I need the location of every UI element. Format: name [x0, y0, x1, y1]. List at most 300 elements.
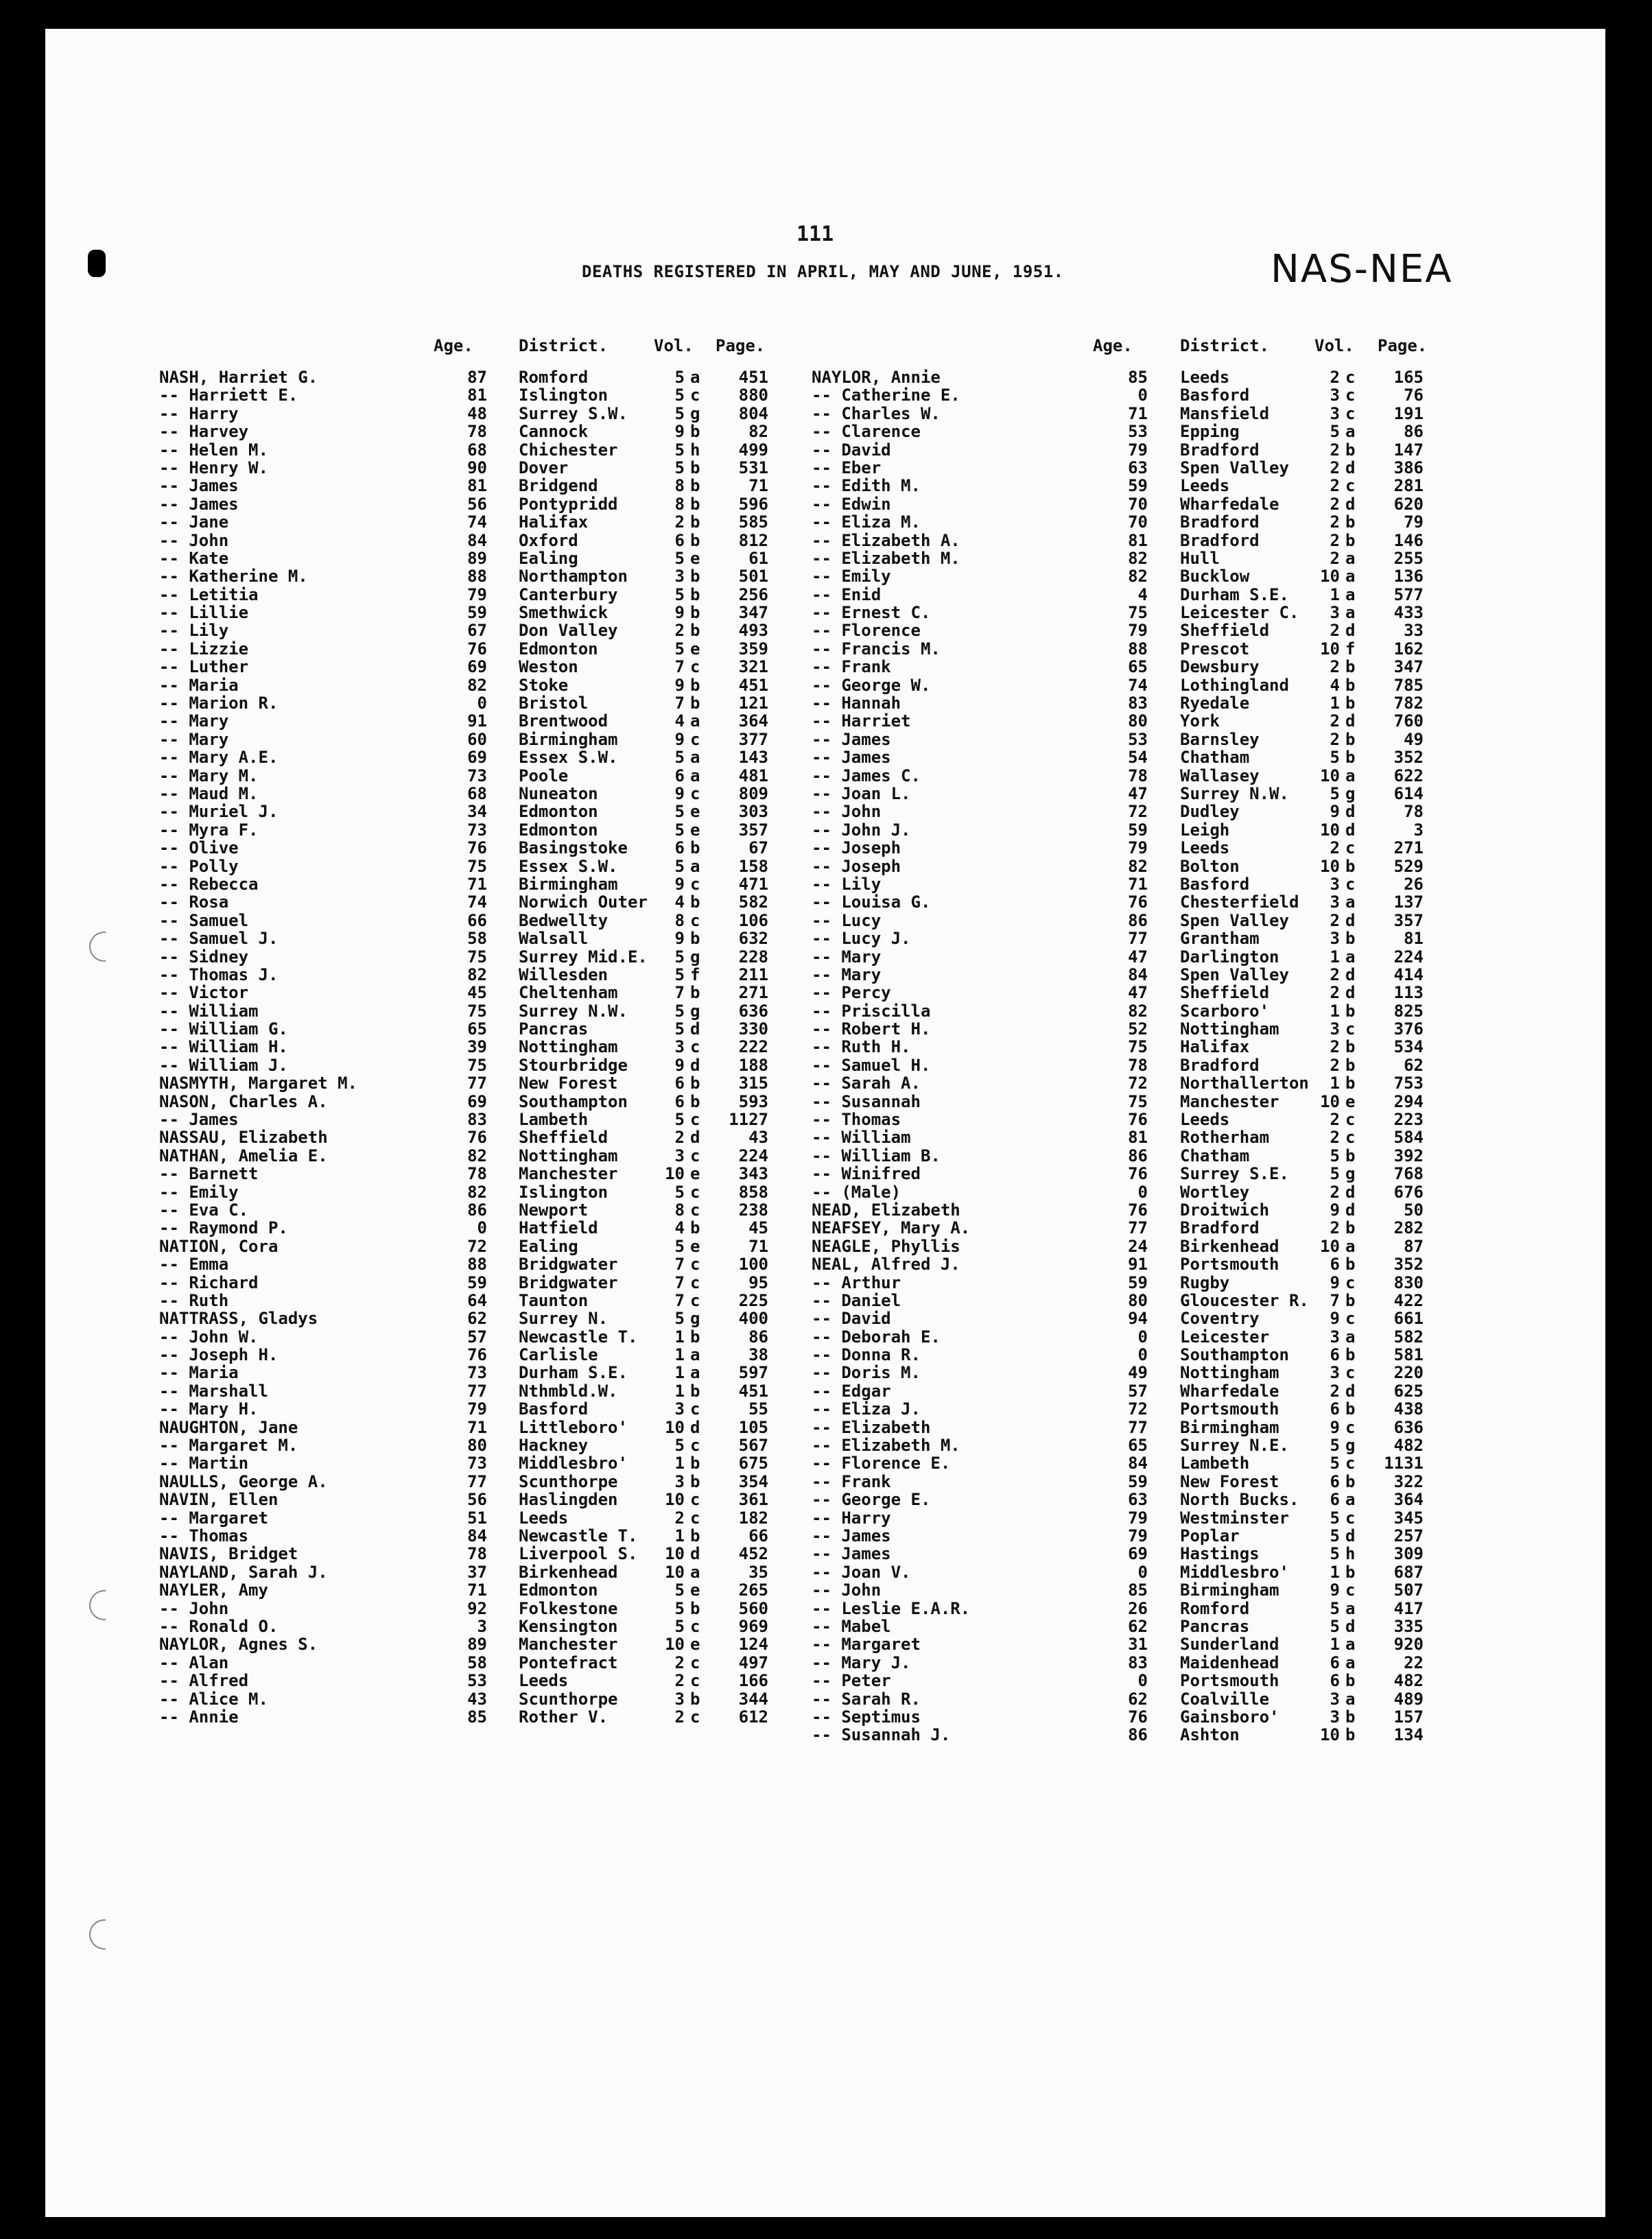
- entry-age: 47: [1128, 983, 1148, 1003]
- entry-page: 785: [1393, 675, 1424, 695]
- register-entry: [812, 1346, 1470, 1364]
- entry-page: 661: [1393, 1309, 1424, 1329]
- register-entry: [812, 477, 1470, 495]
- entry-age: 0: [477, 694, 487, 713]
- entry-volume-letter: d: [1345, 458, 1356, 477]
- register-entry: [812, 966, 1470, 984]
- entry-page: 78: [1404, 802, 1424, 822]
- entry-name: -- Eliza J.: [812, 1399, 921, 1419]
- entry-name: -- Joseph: [812, 856, 901, 876]
- entry-page: 321: [738, 657, 768, 677]
- register-entry: [159, 423, 818, 440]
- entry-page: 124: [738, 1635, 768, 1655]
- entry-name: NAVIS, Bridget: [159, 1544, 298, 1564]
- entry-volume: 5: [674, 964, 685, 984]
- entry-page: 121: [738, 694, 768, 713]
- entry-age: 70: [1128, 494, 1148, 514]
- entry-page: 593: [738, 1091, 768, 1111]
- entry-volume: 5: [674, 548, 685, 568]
- entry-volume: 2: [1330, 1110, 1340, 1130]
- entry-page: 364: [1393, 1490, 1424, 1510]
- entry-page: 347: [738, 603, 768, 623]
- entry-age: 71: [467, 874, 487, 894]
- entry-name: -- Barnett: [159, 1164, 259, 1184]
- entry-district: Birmingham: [1180, 1580, 1279, 1600]
- register-entry: [812, 1310, 1470, 1327]
- entry-age: 47: [1128, 947, 1148, 967]
- entry-district: Taunton: [519, 1290, 589, 1310]
- entry-district: Smethwick: [519, 603, 609, 623]
- entry-volume: 9: [1330, 1417, 1340, 1437]
- entry-district: Leicester: [1180, 1327, 1270, 1347]
- entry-age: 65: [1128, 1436, 1148, 1456]
- entry-volume-letter: c: [690, 729, 700, 749]
- entry-district: Rugby: [1180, 1272, 1230, 1292]
- entry-age: 48: [467, 403, 487, 423]
- register-entry: [159, 1165, 818, 1183]
- entry-page: 451: [738, 368, 768, 387]
- entry-page: 309: [1393, 1544, 1424, 1564]
- register-entry: [812, 549, 1470, 567]
- entry-name: -- Florence: [812, 621, 921, 641]
- entry-age: 56: [467, 1490, 487, 1510]
- register-entry: [812, 1708, 1470, 1726]
- entry-volume: 5: [674, 1436, 685, 1456]
- entry-district: Surrey N.W.: [519, 1001, 628, 1021]
- entry-page: 265: [738, 1580, 768, 1600]
- entry-district: Cheltenham: [519, 983, 618, 1003]
- entry-page: 147: [1393, 440, 1424, 460]
- entry-page: 220: [1393, 1363, 1424, 1383]
- entry-district: Southampton: [1180, 1345, 1289, 1365]
- entry-name: -- Marion R.: [159, 694, 279, 713]
- entry-volume-letter: a: [1345, 892, 1356, 912]
- register-entry: [159, 676, 818, 694]
- register-entry: [159, 694, 818, 712]
- register-entry: [812, 368, 1470, 386]
- entry-name: -- Leslie E.A.R.: [812, 1598, 971, 1618]
- entry-volume: 2: [1330, 548, 1340, 568]
- register-entry: [159, 1328, 818, 1346]
- entry-name: -- Eliza M.: [812, 512, 921, 532]
- entry-page: 451: [738, 675, 768, 695]
- entry-district: Romford: [519, 368, 589, 387]
- entry-volume-letter: f: [690, 964, 700, 984]
- entry-name: -- Victor: [159, 983, 249, 1003]
- register-entry: [159, 1038, 818, 1056]
- entry-district: Birmingham: [519, 874, 618, 894]
- entry-age: 62: [1128, 1689, 1148, 1709]
- entry-volume-letter: c: [690, 1037, 700, 1057]
- entry-page: 625: [1393, 1381, 1424, 1401]
- entry-volume: 1: [1330, 584, 1340, 604]
- entry-name: -- George W.: [812, 675, 931, 695]
- entry-name: -- Myra F.: [159, 820, 259, 840]
- entry-age: 82: [467, 675, 487, 695]
- register-entry: [159, 1618, 818, 1635]
- entry-age: 59: [467, 603, 487, 623]
- entry-age: 84: [467, 530, 487, 550]
- binding-mark: [88, 250, 106, 277]
- entry-age: 3: [477, 1616, 487, 1636]
- register-entry: [812, 1454, 1470, 1472]
- entry-age: 0: [1137, 1345, 1148, 1365]
- register-entry: [159, 1219, 818, 1237]
- entry-page: 100: [738, 1255, 768, 1275]
- entry-age: 76: [1128, 1707, 1148, 1727]
- entry-age: 34: [467, 802, 487, 822]
- register-entry: [812, 948, 1470, 966]
- entry-volume: 6: [1330, 1345, 1340, 1365]
- entry-district: Coventry: [1180, 1309, 1260, 1329]
- entry-name: -- Thomas: [159, 1526, 249, 1545]
- entry-volume: 7: [674, 1255, 685, 1275]
- entry-name: -- John: [812, 1580, 882, 1600]
- entry-page: 22: [1404, 1652, 1424, 1672]
- entry-page: 438: [1393, 1399, 1424, 1419]
- entry-volume: 5: [1330, 1164, 1340, 1184]
- entry-volume-letter: b: [1345, 856, 1356, 876]
- entry-page: 582: [1393, 1327, 1424, 1347]
- entry-district: Liverpool S.: [519, 1544, 638, 1564]
- entry-district: Poplar: [1180, 1526, 1240, 1545]
- register-entry: [812, 604, 1470, 621]
- entry-volume: 3: [674, 1471, 685, 1491]
- entry-age: 62: [467, 1309, 487, 1329]
- entry-name: -- James: [159, 476, 239, 496]
- entry-name: -- Lillie: [159, 603, 249, 623]
- entry-district: Nottingham: [519, 1146, 618, 1165]
- entry-page: 812: [738, 530, 768, 550]
- entry-volume: 3: [674, 567, 685, 587]
- entry-age: 82: [1128, 1001, 1148, 1021]
- entry-district: Wortley: [1180, 1182, 1250, 1202]
- entry-volume-letter: e: [690, 1635, 700, 1655]
- entry-age: 68: [467, 783, 487, 803]
- entry-age: 82: [467, 1146, 487, 1165]
- entry-district: Sheffield: [1180, 621, 1270, 641]
- entry-name: -- Francis M.: [812, 639, 941, 659]
- entry-page: 26: [1404, 874, 1424, 894]
- entry-age: 79: [467, 1399, 487, 1419]
- register-entry: [812, 1165, 1470, 1183]
- entry-page: 584: [1393, 1128, 1424, 1148]
- entry-name: -- James: [159, 494, 239, 514]
- register-entry: [812, 1056, 1470, 1074]
- register-entry: [812, 1002, 1470, 1020]
- register-entry: [159, 785, 818, 803]
- entry-volume-letter: c: [1345, 1454, 1356, 1473]
- entry-volume: 5: [674, 1598, 685, 1618]
- entry-volume: 3: [1330, 386, 1340, 405]
- entry-page: 66: [748, 1526, 768, 1545]
- entry-volume-letter: b: [690, 675, 700, 695]
- entry-name: -- William: [812, 1128, 911, 1148]
- entry-age: 65: [467, 1019, 487, 1039]
- entry-district: Leicester C.: [1180, 603, 1299, 623]
- entry-district: Leeds: [519, 1508, 569, 1528]
- entry-name: -- Rebecca: [159, 874, 259, 894]
- entry-page: 471: [738, 874, 768, 894]
- entry-name: -- Alice M.: [159, 1689, 268, 1709]
- entry-volume-letter: a: [1345, 584, 1356, 604]
- entry-page: 920: [1393, 1635, 1424, 1655]
- entry-volume-letter: b: [1345, 1399, 1356, 1419]
- header-vol: Vol.: [654, 336, 694, 355]
- entry-district: Folkestone: [519, 1598, 618, 1618]
- entry-volume-letter: a: [690, 748, 700, 768]
- entry-name: -- Arthur: [812, 1272, 901, 1292]
- entry-district: Bradford: [1180, 1218, 1260, 1238]
- entry-page: 433: [1393, 603, 1424, 623]
- register-entry: [159, 1020, 818, 1038]
- register-entry: [812, 567, 1470, 585]
- entry-volume-letter: b: [1345, 1037, 1356, 1057]
- entry-district: Pontypridd: [519, 494, 618, 514]
- entry-volume: 2: [674, 1128, 685, 1148]
- entry-district: Basford: [519, 1399, 589, 1419]
- entry-volume: 5: [674, 403, 685, 423]
- entry-name: -- Mary A.E.: [159, 748, 279, 768]
- register-entry: [159, 1274, 818, 1292]
- entry-page: 481: [738, 766, 768, 785]
- entry-volume-letter: c: [1345, 1363, 1356, 1383]
- register-entry: [159, 748, 818, 766]
- entry-age: 82: [1128, 548, 1148, 568]
- entry-volume: 7: [674, 1272, 685, 1292]
- entry-volume: 2: [1330, 512, 1340, 532]
- register-entry: [159, 803, 818, 820]
- entry-district: Poole: [519, 766, 569, 785]
- register-entry: [159, 549, 818, 567]
- entry-district: Edmonton: [519, 802, 598, 822]
- entry-district: Portsmouth: [1180, 1671, 1279, 1691]
- entry-page: 880: [738, 386, 768, 405]
- entry-district: Basingstoke: [519, 838, 628, 858]
- entry-volume-letter: b: [690, 512, 700, 532]
- register-entry: [812, 1128, 1470, 1146]
- entry-name: -- Susannah J.: [812, 1725, 951, 1745]
- entry-age: 81: [467, 476, 487, 496]
- entry-page: 969: [738, 1616, 768, 1636]
- entry-page: 136: [1393, 567, 1424, 587]
- entry-volume: 10: [665, 1417, 685, 1437]
- entry-name: -- Thomas: [812, 1110, 901, 1130]
- entry-volume: 2: [674, 1671, 685, 1691]
- entry-volume-letter: c: [690, 874, 700, 894]
- entry-name: -- Harriet: [812, 711, 911, 731]
- entry-volume-letter: h: [690, 440, 700, 460]
- entry-age: 86: [1128, 910, 1148, 930]
- entry-district: Essex S.W.: [519, 748, 618, 768]
- entry-volume-letter: b: [1345, 440, 1356, 460]
- entry-age: 81: [1128, 1128, 1148, 1148]
- entry-district: Leeds: [519, 1671, 569, 1691]
- entry-district: Cannock: [519, 422, 589, 442]
- entry-age: 77: [1128, 1417, 1148, 1437]
- entry-district: Newcastle T.: [519, 1526, 638, 1545]
- entry-district: Lambeth: [1180, 1454, 1250, 1473]
- entry-volume: 3: [674, 1037, 685, 1057]
- register-entry: [159, 1436, 818, 1454]
- entry-page: 753: [1393, 1074, 1424, 1093]
- entry-volume-letter: c: [1345, 403, 1356, 423]
- entry-name: -- Harry: [159, 403, 239, 423]
- entry-name: -- Edith M.: [812, 476, 921, 496]
- entry-page: 357: [1393, 910, 1424, 930]
- register-entry: [159, 1600, 818, 1618]
- entry-age: 79: [1128, 838, 1148, 858]
- entry-age: 59: [1128, 1272, 1148, 1292]
- entry-page: 335: [1393, 1616, 1424, 1636]
- entry-volume-letter: d: [690, 1417, 700, 1437]
- entry-volume-letter: c: [690, 1146, 700, 1165]
- entry-name: -- Mabel: [812, 1616, 891, 1636]
- register-entry: [812, 676, 1470, 694]
- entry-volume-letter: d: [1345, 1182, 1356, 1202]
- entry-page: 62: [1404, 1055, 1424, 1075]
- entry-name: -- Ernest C.: [812, 603, 931, 623]
- entry-district: Bucklow: [1180, 567, 1250, 587]
- entry-age: 80: [1128, 711, 1148, 731]
- entry-page: 534: [1393, 1037, 1424, 1057]
- entry-name: -- Harriett E.: [159, 386, 298, 405]
- entry-name: -- Lucy J.: [812, 929, 911, 949]
- entry-name: -- Harry: [812, 1508, 891, 1528]
- entry-volume: 6: [1330, 1490, 1340, 1510]
- punch-hole: [89, 932, 106, 962]
- entry-district: Newcastle T.: [519, 1327, 638, 1347]
- entry-name: -- Elizabeth A.: [812, 530, 960, 550]
- entry-page: 804: [738, 403, 768, 423]
- entry-district: Kensington: [519, 1616, 618, 1636]
- entry-volume-letter: b: [690, 983, 700, 1003]
- entry-volume-letter: a: [690, 711, 700, 731]
- entry-volume-letter: c: [690, 1436, 700, 1456]
- register-entry: [812, 839, 1470, 857]
- entry-age: 74: [1128, 675, 1148, 695]
- entry-volume: 5: [674, 802, 685, 822]
- entry-name: -- Frank: [812, 1471, 891, 1491]
- header-age: Age.: [434, 336, 473, 355]
- entry-district: Leeds: [1180, 476, 1230, 496]
- punch-hole: [89, 1919, 106, 1950]
- entry-volume: 9: [1330, 1580, 1340, 1600]
- entry-volume-letter: d: [1345, 1200, 1356, 1220]
- entry-page: 493: [738, 621, 768, 641]
- entry-volume: 8: [674, 494, 685, 514]
- entry-volume: 2: [674, 621, 685, 641]
- entry-volume: 2: [1330, 964, 1340, 984]
- entry-name: NAULLS, George A.: [159, 1471, 328, 1491]
- document-page: [45, 29, 1605, 2217]
- entry-district: Bradford: [1180, 1055, 1260, 1075]
- entry-age: 75: [1128, 1091, 1148, 1111]
- entry-volume-letter: b: [1345, 1074, 1356, 1093]
- register-entry: [159, 1563, 818, 1581]
- entry-volume-letter: g: [690, 1309, 700, 1329]
- entry-page: 596: [738, 494, 768, 514]
- entry-volume-letter: b: [1345, 1471, 1356, 1491]
- entry-volume-letter: b: [690, 1526, 700, 1545]
- entry-page: 830: [1393, 1272, 1424, 1292]
- entry-district: Portsmouth: [1180, 1399, 1279, 1419]
- entry-volume: 2: [1330, 621, 1340, 641]
- entry-age: 83: [1128, 1652, 1148, 1672]
- header-district: District.: [519, 336, 609, 355]
- entry-volume-letter: c: [1345, 1417, 1356, 1437]
- entry-volume-letter: b: [690, 929, 700, 949]
- entry-district: Dewsbury: [1180, 657, 1260, 677]
- entry-volume-letter: e: [690, 548, 700, 568]
- entry-page: 182: [738, 1508, 768, 1528]
- entry-name: -- Ruth: [159, 1290, 229, 1310]
- entry-volume-letter: e: [690, 639, 700, 659]
- entry-volume: 8: [674, 1200, 685, 1220]
- entry-volume-letter: c: [690, 1182, 700, 1202]
- entry-volume-letter: g: [1345, 1436, 1356, 1456]
- entry-page: 86: [748, 1327, 768, 1347]
- entry-name: -- Elizabeth M.: [812, 1436, 960, 1456]
- entry-age: 75: [467, 1055, 487, 1075]
- entry-district: Chichester: [519, 440, 618, 460]
- entry-volume: 2: [1330, 657, 1340, 677]
- entry-district: Wallasey: [1180, 766, 1260, 785]
- entry-district: Wharfedale: [1180, 494, 1279, 514]
- entry-volume: 5: [674, 1616, 685, 1636]
- entry-age: 76: [467, 1128, 487, 1148]
- entry-age: 59: [1128, 476, 1148, 496]
- entry-volume-letter: e: [1345, 1091, 1356, 1111]
- entry-age: 86: [1128, 1725, 1148, 1745]
- entry-volume-letter: c: [690, 1652, 700, 1672]
- register-entry: [159, 586, 818, 604]
- register-entry: [812, 1400, 1470, 1418]
- entry-volume: 1: [674, 1526, 685, 1545]
- entry-page: 809: [738, 783, 768, 803]
- entry-age: 56: [467, 494, 487, 514]
- entry-district: Spen Valley: [1180, 910, 1289, 930]
- entry-name: NASSAU, Elizabeth: [159, 1128, 328, 1148]
- entry-volume: 10: [1320, 567, 1340, 587]
- entry-name: NAYLOR, Annie: [812, 368, 941, 387]
- entry-name: -- William J.: [159, 1055, 288, 1075]
- entry-name: -- Lizzie: [159, 639, 249, 659]
- entry-volume-letter: g: [690, 403, 700, 423]
- entry-district: Edmonton: [519, 820, 598, 840]
- register-entry: [812, 1382, 1470, 1400]
- entry-volume-letter: c: [1345, 1019, 1356, 1039]
- entry-volume: 2: [1330, 476, 1340, 496]
- entry-volume: 2: [1330, 1182, 1340, 1202]
- entry-volume-letter: c: [1345, 1110, 1356, 1130]
- register-entry: [812, 803, 1470, 820]
- entry-volume-letter: d: [690, 1544, 700, 1564]
- entry-name: NAYLOR, Agnes S.: [159, 1635, 318, 1655]
- entry-volume-letter: f: [1345, 639, 1356, 659]
- entry-age: 76: [1128, 892, 1148, 912]
- entry-district: York: [1180, 711, 1220, 731]
- entry-volume: 1: [674, 1363, 685, 1383]
- register-entry: [159, 1237, 818, 1255]
- entry-volume-letter: b: [690, 1091, 700, 1111]
- entry-page: 482: [1393, 1671, 1424, 1691]
- entry-volume-letter: c: [1345, 1309, 1356, 1329]
- entry-volume-letter: c: [1345, 874, 1356, 894]
- entry-volume: 9: [674, 422, 685, 442]
- header-page: Page.: [1378, 336, 1428, 355]
- entry-age: 82: [467, 964, 487, 984]
